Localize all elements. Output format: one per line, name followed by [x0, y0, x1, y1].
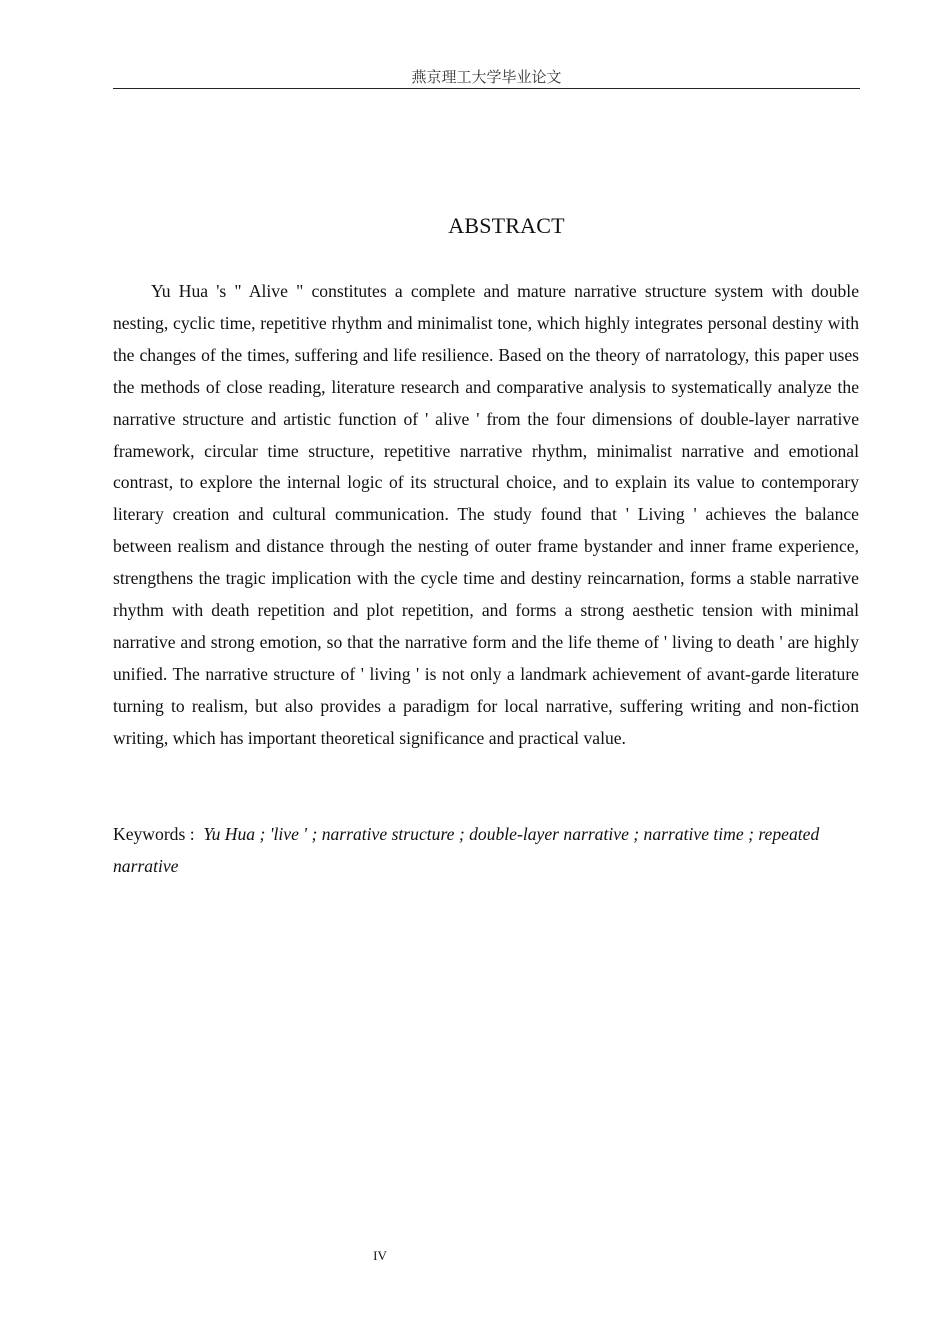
keywords-line [113, 819, 859, 883]
page-number: IV [373, 1248, 387, 1263]
page-header: 燕京理工大学毕业论文 [113, 68, 860, 89]
keywords-values: Yu Hua ; 'live ' ; narrative structure ; double-layer narrative ; narrative time ; repeated narrative [113, 824, 820, 876]
abstract-title: ABSTRACT [448, 213, 565, 238]
keywords-label: Keywords : [113, 824, 195, 844]
abstract-body: Yu Hua 's " Alive " constitutes a complete and mature narrative structure system with double nesting, cyclic time, repetitive rhythm and minimalist tone, which highly integrates personal destiny with the changes of the times, suffering and life resilience. Based on the theory of narratology, this paper uses the methods of close reading, literature research and comparative analysis to systematically analyze the narrative structure and artistic function of ' alive ' from the four dimensions of double-layer narrative framework, circular time structure, repetitive narrative rhythm, minimalist narrative and emotional contrast, to explore the internal logic of its structural choice, and to explain its value to contemporary literary creation and cultural communication. The study found that ' Living ' achieves the balance between realism and distance through the nesting of outer frame bystander and inner frame experience, strengthens the tragic implication with the cycle time and destiny reincarnation, forms a stable narrative rhythm with death repetition and plot repetition, and forms a strong aesthetic tension with minimal narrative and strong emotion, so that the narrative form and the life theme of ' living to death ' are highly unified. The narrative structure of ' living ' is not only a landmark achievement of avant-garde literature turning to realism, but also provides a paradigm for local narrative, suffering writing and non-fiction writing, which has important theoretical significance and practical value. [113, 281, 859, 748]
